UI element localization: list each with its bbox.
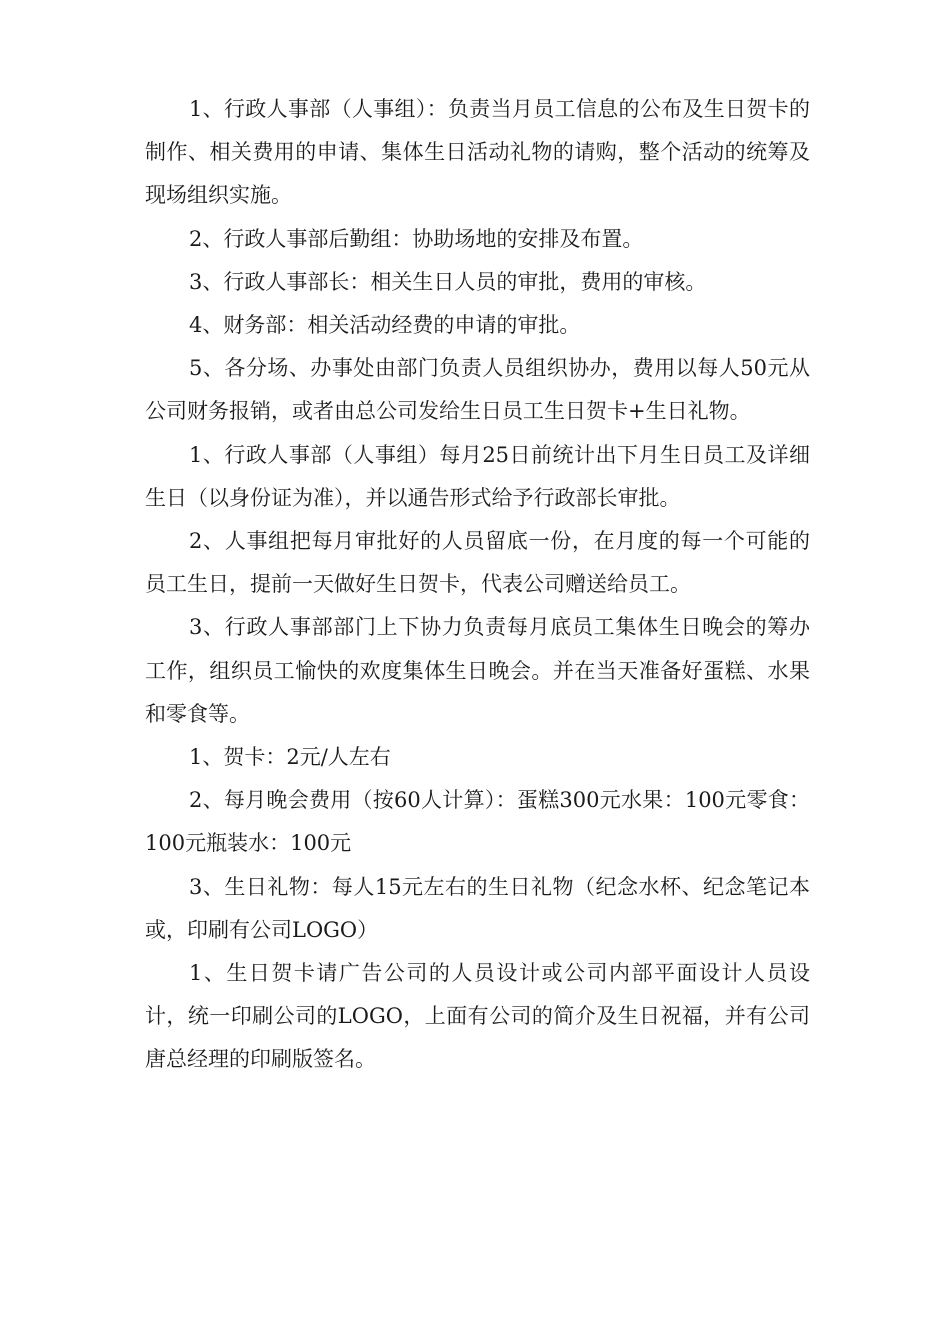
paragraph: 3、行政人事部长：相关生日人员的审批，费用的审核。	[189, 269, 707, 294]
paragraph: 2、人事组把每月审批好的人员留底一份，在月度的每一个可能的员工生日，提前一天做好生日贺卡，代表公司赠送给员工。	[145, 529, 810, 597]
document-body	[145, 88, 810, 1082]
paragraph: 3、行政人事部部门上下协力负责每月底员工集体生日晚会的筹办工作，组织员工愉快的欢度集体生日晚会。并在当天准备好蛋糕、水果和零食等。	[145, 615, 810, 726]
paragraph: 3、生日礼物：每人15元左右的生日礼物（纪念水杯、纪念笔记本或，印刷有公司LOGO）	[145, 874, 810, 942]
paragraph: 5、各分场、办事处由部门负责人员组织协办，费用以每人50元从公司财务报销，或者由总公司发给生日员工生日贺卡+生日礼物。	[145, 356, 810, 424]
paragraph: 1、贺卡：2元/人左右	[189, 745, 391, 770]
paragraph: 2、行政人事部后勤组：协助场地的安排及布置。	[189, 226, 644, 251]
paragraph: 4、财务部：相关活动经费的申请的审批。	[189, 313, 581, 338]
paragraph: 1、生日贺卡请广告公司的人员设计或公司内部平面设计人员设计，统一印刷公司的LOGO，上面有公司的简介及生日祝福，并有公司唐总经理的印刷版签名。	[145, 961, 810, 1072]
paragraph: 2、每月晚会费用（按60人计算）：蛋糕300元水果：100元零食：100元瓶装水：100元	[145, 788, 810, 856]
paragraph: 1、行政人事部（人事组）：负责当月员工信息的公布及生日贺卡的制作、相关费用的申请、集体生日活动礼物的请购，整个活动的统筹及现场组织实施。	[145, 97, 810, 208]
paragraph: 1、行政人事部（人事组）每月25日前统计出下月生日员工及详细生日（以身份证为准），并以通告形式给予行政部长审批。	[145, 442, 810, 510]
